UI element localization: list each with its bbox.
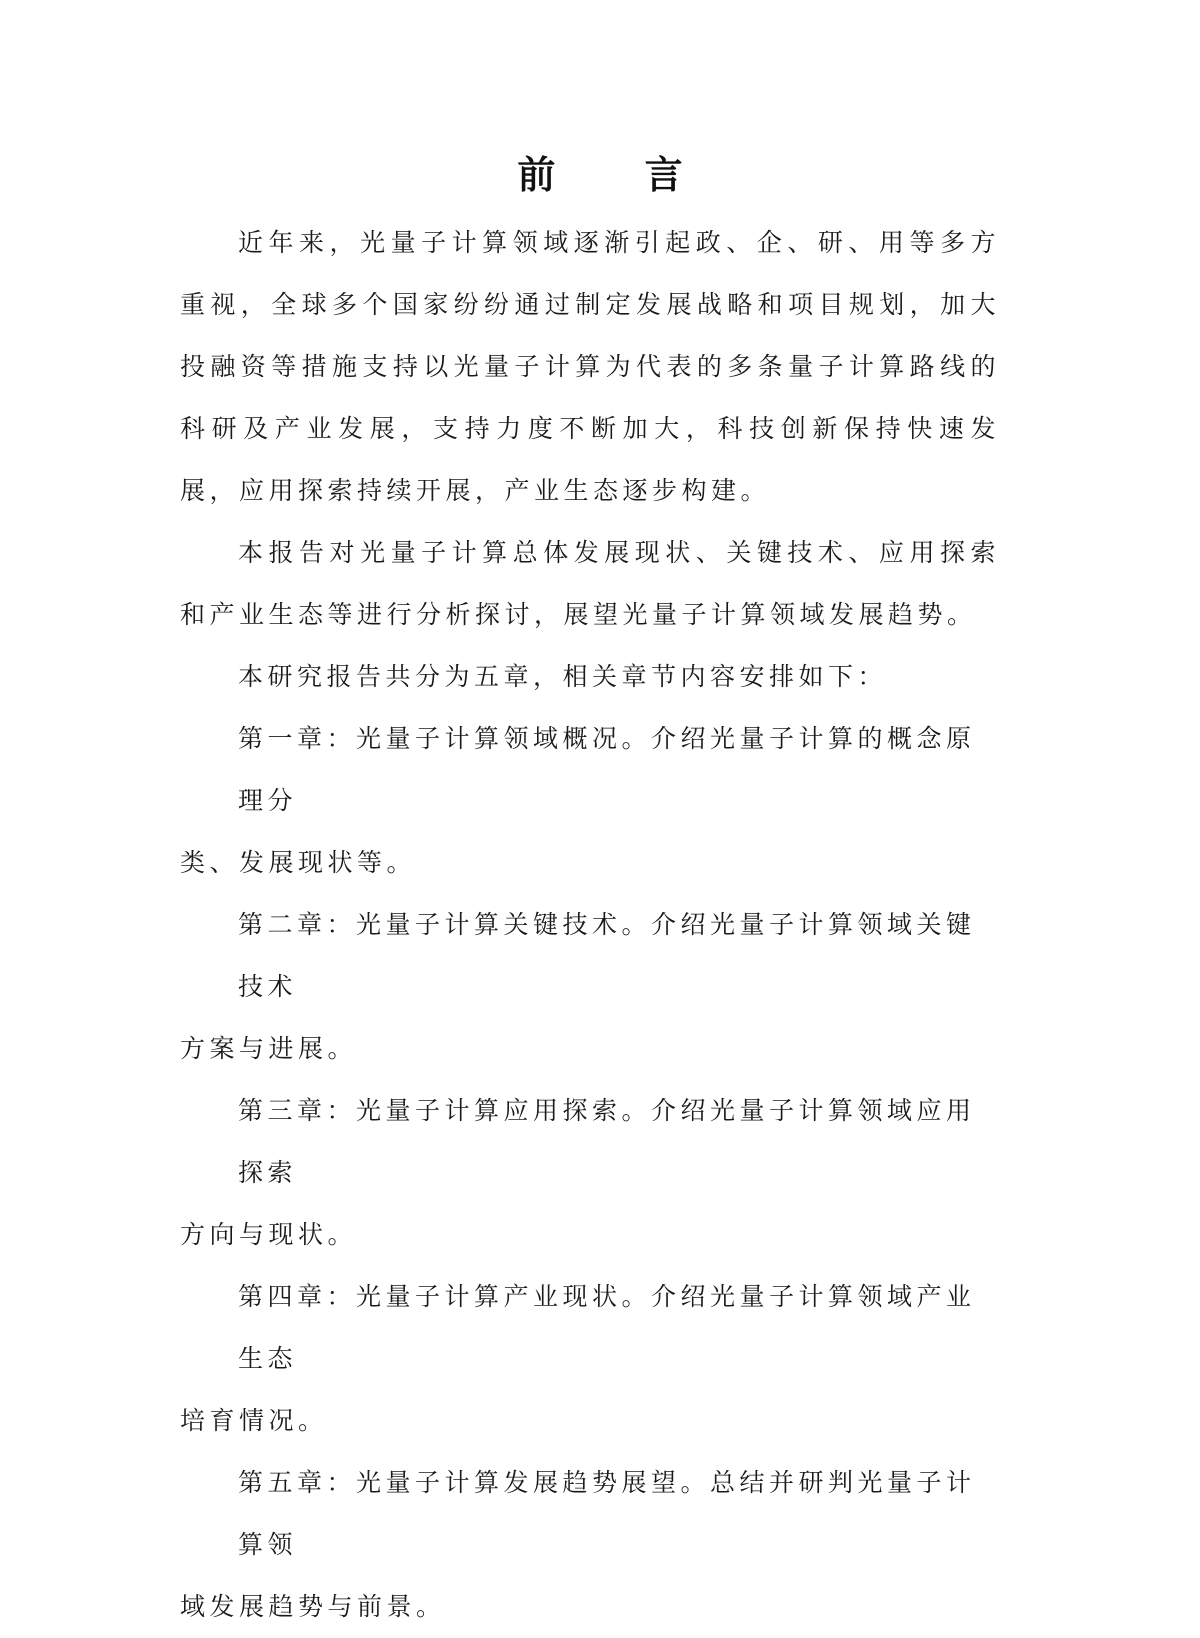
chapter-4-line: 第四章：光量子计算产业现状。介绍光量子计算领域产业生态 — [238, 1282, 976, 1373]
chapter-2-summary — [180, 894, 1000, 1080]
chapter-4-summary — [180, 1266, 1000, 1452]
chapter-2-continuation: 方案与进展。 — [180, 1034, 358, 1063]
chapter-3-summary — [180, 1080, 1000, 1266]
chapter-2-line: 第二章：光量子计算关键技术。介绍光量子计算领域关键技术 — [238, 910, 976, 1001]
document-body — [180, 212, 1000, 1638]
page-title: 前 言 — [517, 153, 721, 197]
chapter-5-summary — [180, 1452, 1000, 1638]
chapter-1-line: 第一章：光量子计算领域概况。介绍光量子计算的概念原理分 — [238, 724, 976, 815]
chapter-1-continuation: 类、发展现状等。 — [180, 848, 417, 877]
structure-paragraph: 本研究报告共分为五章，相关章节内容安排如下： — [238, 662, 888, 691]
chapter-5-line: 第五章：光量子计算发展趋势展望。总结并研判光量子计算领 — [238, 1468, 976, 1559]
chapter-1-summary — [180, 708, 1000, 894]
chapter-5-continuation: 域发展趋势与前景。 — [180, 1592, 446, 1621]
scope-paragraph: 本报告对光量子计算总体发展现状、关键技术、应用探索和产业生态等进行分析探讨，展望光量子计算领域发展趋势。 — [180, 538, 1000, 629]
chapter-3-continuation: 方向与现状。 — [180, 1220, 358, 1249]
chapter-4-continuation: 培育情况。 — [180, 1406, 328, 1435]
intro-paragraph: 近年来，光量子计算领域逐渐引起政、企、研、用等多方重视，全球多个国家纷纷通过制定发展战略和项目规划，加大投融资等措施支持以光量子计算为代表的多条量子计算路线的科研及产业发展，支持力度不断加大，科技创新保持快速发展，应用探索持续开展，产业生态逐步构建。 — [180, 228, 1000, 505]
chapter-3-line: 第三章：光量子计算应用探索。介绍光量子计算领域应用探索 — [238, 1096, 976, 1187]
